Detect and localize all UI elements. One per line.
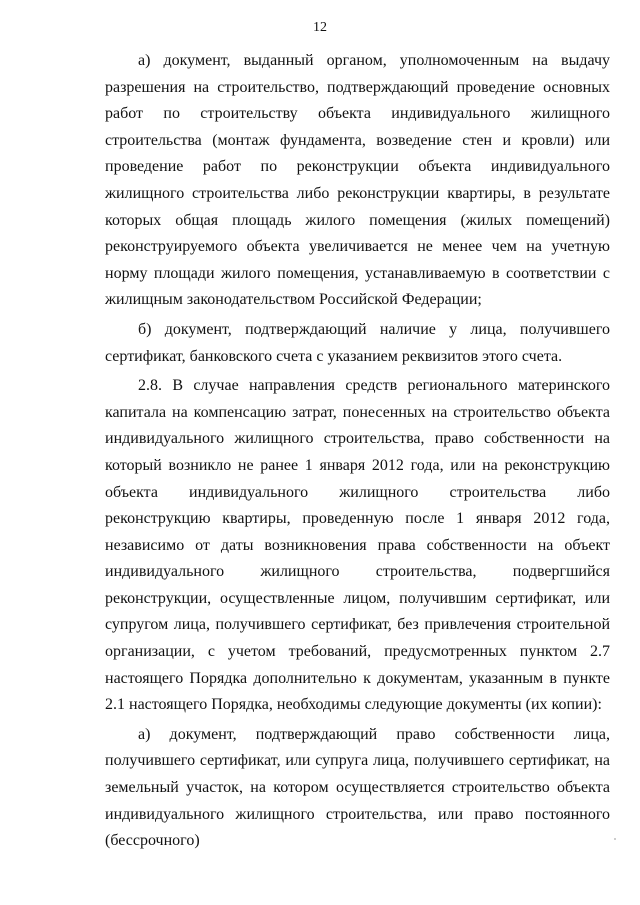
document-body [105,48,610,858]
paragraph-b-bank-account-document: б) документ, подтверждающий наличие у лица, получившего сертификат, банковского счета с указанием реквизитов этого счета. [105,320,610,365]
scan-speck [614,838,616,840]
paragraph-a-building-permit-document: а) документ, выданный органом, уполномоченным на выдачу разрешения на строительство, подтверждающий проведение основных работ по строительству объекта индивидуального жилищного строительства (монтаж фундамента, возведение стен и кровли) или проведение работ по реконструкции объекта индивидуального жилищного строительства либо реконструкции квартиры, в результате которых общая площадь жилого помещения (жилых помещений) реконструируемого объекта увеличивается не менее чем на учетную норму площади жилого помещения, устанавливаемую в соответствии с жилищным законодательством Российской Федерации; [105,52,610,309]
paragraph-a-land-ownership-document: а) документ, подтверждающий право собственности лица, получившего сертификат, или супруга лица, получившего сертификат, на земельный участок, на котором осуществляется строительство объекта индивидуального жилищного строительства, или право постоянного (бессрочного) [105,725,610,850]
paragraph-2-8-compensation-clause: 2.8. В случае направления средств регионального материнского капитала на компенсацию затрат, понесенных на строительство объекта индивидуального жилищного строительства, право собственности на который возникло не ранее 1 января 2012 года, или на реконструкцию объекта индивидуального жилищного строительства либо реконструкцию квартиры, проведенную после 1 января 2012 года, независимо от даты возникновения права собственности на объект индивидуального жилищного строительства, подвергшийся реконструкции, осуществленные лицом, получившим сертификат, или супругом лица, получившего сертификат, без привлечения строительной организации, с учетом требований, предусмотренных пунктом 2.7 настоящего Порядка дополнительно к документам, указанным в пункте 2.1 настоящего Порядка, необходимы следующие документы (их копии): [105,377,610,714]
page-number: 12 [313,20,327,35]
